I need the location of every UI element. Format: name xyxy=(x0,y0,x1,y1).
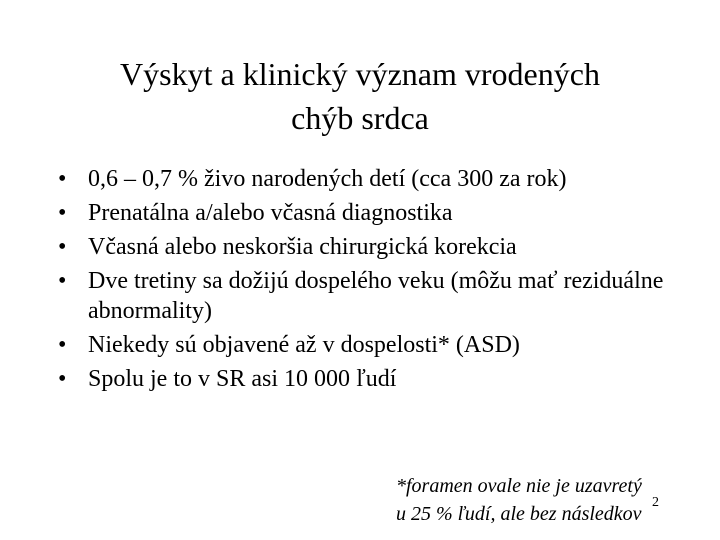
bullet-item-3 xyxy=(58,232,708,262)
footnote xyxy=(396,472,716,528)
slide-title-line-1: Výskyt a klinický význam vrodených xyxy=(120,56,600,92)
bullet-text: Niekedy sú objavené až v dospelosti* (ASD) xyxy=(88,332,520,358)
bullet-icon: • xyxy=(58,332,67,358)
bullet-text: Dve tretiny sa dožijú dospelého veku (môžu mať reziduálne abnormality) xyxy=(88,268,664,324)
footnote-line-2: u 25 % ľudí, ale bez následkov xyxy=(396,503,642,525)
bullet-icon: • xyxy=(58,268,67,294)
bullet-item-2 xyxy=(58,198,708,228)
bullet-icon: • xyxy=(58,234,67,260)
bullet-list xyxy=(58,164,708,398)
footnote-line-1: *foramen ovale nie je uzavretý xyxy=(396,475,642,497)
bullet-item-6 xyxy=(58,364,708,394)
bullet-text: Včasná alebo neskoršia chirurgická korekcia xyxy=(88,234,517,260)
bullet-icon: • xyxy=(58,366,67,392)
slide-title xyxy=(60,52,660,140)
bullet-item-5 xyxy=(58,330,708,360)
bullet-text: Prenatálna a/alebo včasná diagnostika xyxy=(88,200,453,226)
bullet-text: Spolu je to v SR asi 10 000 ľudí xyxy=(88,366,397,392)
page-number: 2 xyxy=(652,495,659,510)
bullet-item-4 xyxy=(58,266,708,326)
bullet-item-1 xyxy=(58,164,708,194)
bullet-text: 0,6 – 0,7 % živo narodených detí (cca 300 za rok) xyxy=(88,166,567,192)
slide-title-line-2: chýb srdca xyxy=(291,100,429,136)
bullet-icon: • xyxy=(58,200,67,226)
bullet-icon: • xyxy=(58,166,67,192)
